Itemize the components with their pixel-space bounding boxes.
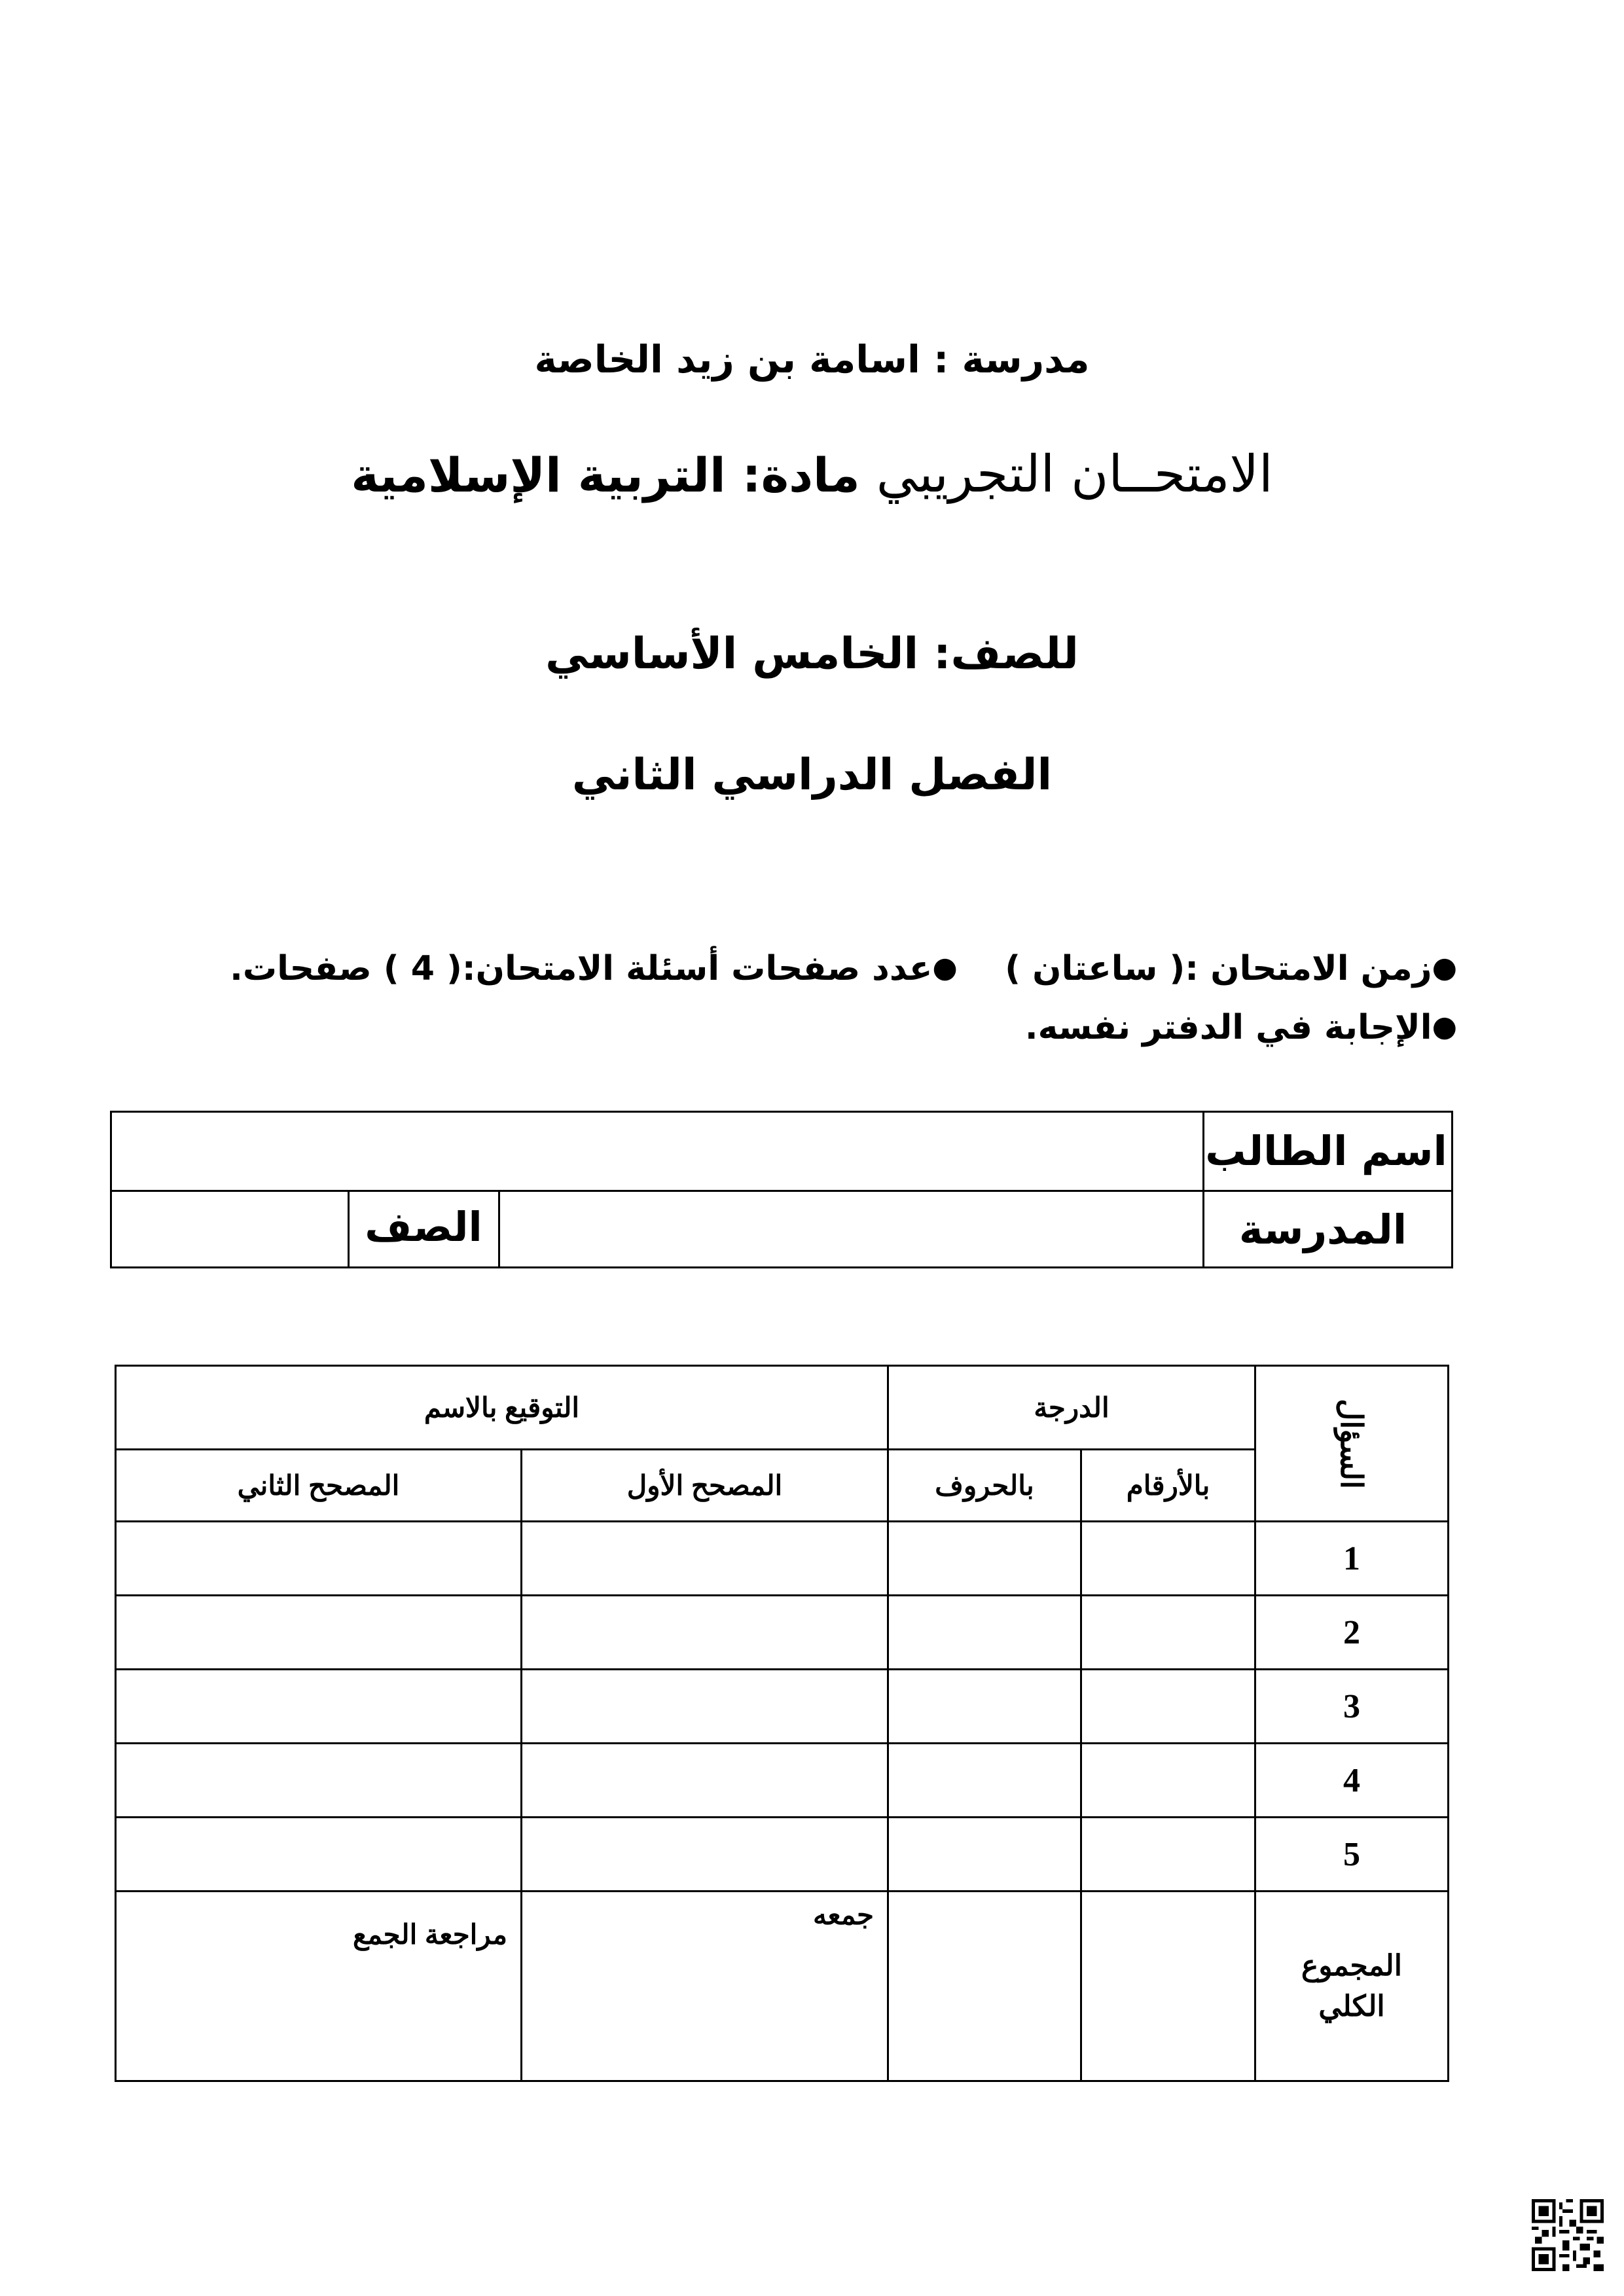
semester: الفصل الدراسي الثاني — [571, 749, 1053, 800]
question-header: السؤال — [1335, 1398, 1369, 1489]
question-number: 4 — [1255, 1744, 1449, 1818]
grade-digits-cell[interactable] — [1081, 1670, 1255, 1744]
grade-letters-cell[interactable] — [888, 1818, 1081, 1892]
table-row — [116, 1522, 1449, 1596]
summed-by-label: جمعه — [812, 1899, 874, 1930]
first-corrector-cell[interactable] — [522, 1522, 888, 1596]
exam-info-line-2 — [1025, 1008, 1457, 1047]
question-number: 3 — [1255, 1670, 1449, 1744]
grade-digits-cell[interactable] — [1081, 1596, 1255, 1670]
exam-page-count: عدد صفحات أسئلة الامتحان:( 4 ) صفحات. — [230, 949, 933, 988]
class-label: الصف — [365, 1203, 482, 1251]
signature-header: التوقيع بالاسم — [116, 1366, 888, 1450]
column-divider — [1202, 1113, 1204, 1266]
table-row — [116, 1744, 1449, 1818]
summed-by-cell[interactable] — [522, 1892, 888, 2081]
grade-digits-cell[interactable] — [1081, 1744, 1255, 1818]
grade-letters-header: بالحروف — [888, 1450, 1081, 1522]
question-number: 1 — [1255, 1522, 1449, 1596]
exam-subject: مادة: التربية الإسلامية — [351, 448, 860, 503]
grade-letters-cell[interactable] — [888, 1596, 1081, 1670]
question-number: 2 — [1255, 1596, 1449, 1670]
student-name-label: اسم الطالب — [1205, 1127, 1447, 1175]
school-name: مدرسة : اسامة بن زيد الخاصة — [534, 337, 1090, 382]
total-label-line1: المجموع — [1301, 1949, 1402, 1982]
first-corrector-header: المصحح الأول — [522, 1450, 888, 1522]
student-name-field[interactable] — [112, 1113, 1201, 1189]
school-field[interactable] — [500, 1192, 1201, 1266]
first-corrector-cell[interactable] — [522, 1670, 888, 1744]
bullet-icon: ● — [932, 951, 958, 984]
school-label: المدرسة — [1238, 1206, 1407, 1253]
total-label-line2: الكلي — [1318, 1990, 1385, 2022]
first-corrector-cell[interactable] — [522, 1744, 888, 1818]
exam-info-line-1 — [230, 949, 1457, 988]
qr-code-icon — [1532, 2199, 1604, 2271]
total-label-cell — [1255, 1892, 1449, 2081]
grade-digits-cell[interactable] — [1081, 1522, 1255, 1596]
exam-title — [0, 445, 1624, 504]
table-row — [116, 1596, 1449, 1670]
table-row — [116, 1818, 1449, 1892]
second-corrector-cell[interactable] — [116, 1670, 522, 1744]
exam-duration: زمن الامتحان :( ساعتان ) — [1005, 949, 1432, 988]
grade-letters-cell[interactable] — [888, 1522, 1081, 1596]
first-corrector-cell[interactable] — [522, 1818, 888, 1892]
second-corrector-cell[interactable] — [116, 1596, 522, 1670]
total-letters-cell[interactable] — [888, 1892, 1081, 2081]
bullet-icon: ● — [1432, 1010, 1457, 1043]
second-corrector-cell[interactable] — [116, 1744, 522, 1818]
second-corrector-header: المصحح الثاني — [116, 1450, 522, 1522]
total-digits-cell[interactable] — [1081, 1892, 1255, 2081]
question-header-cell — [1255, 1366, 1449, 1522]
exam-title-main: الامتحــان التجريبي — [876, 445, 1273, 504]
answer-instruction: الإجابة في الدفتر نفسه. — [1024, 1008, 1432, 1047]
sum-review-label: مراجعة الجمع — [353, 1919, 507, 1950]
grade-letters-cell[interactable] — [888, 1670, 1081, 1744]
grade-digits-cell[interactable] — [1081, 1818, 1255, 1892]
grade-letters-cell[interactable] — [888, 1744, 1081, 1818]
grades-table — [115, 1365, 1449, 2082]
grade-level: للصف: الخامس الأساسي — [545, 628, 1079, 679]
grade-digits-header: بالأرقام — [1081, 1450, 1255, 1522]
second-corrector-cell[interactable] — [116, 1522, 522, 1596]
sum-review-cell[interactable] — [116, 1892, 522, 2081]
bullet-icon: ● — [1432, 951, 1457, 984]
first-corrector-cell[interactable] — [522, 1596, 888, 1670]
student-info-table — [110, 1111, 1453, 1268]
table-row — [116, 1670, 1449, 1744]
question-number: 5 — [1255, 1818, 1449, 1892]
total-row — [116, 1892, 1449, 2081]
grade-header: الدرجة — [888, 1366, 1255, 1450]
second-corrector-cell[interactable] — [116, 1818, 522, 1892]
class-field[interactable] — [112, 1192, 346, 1266]
